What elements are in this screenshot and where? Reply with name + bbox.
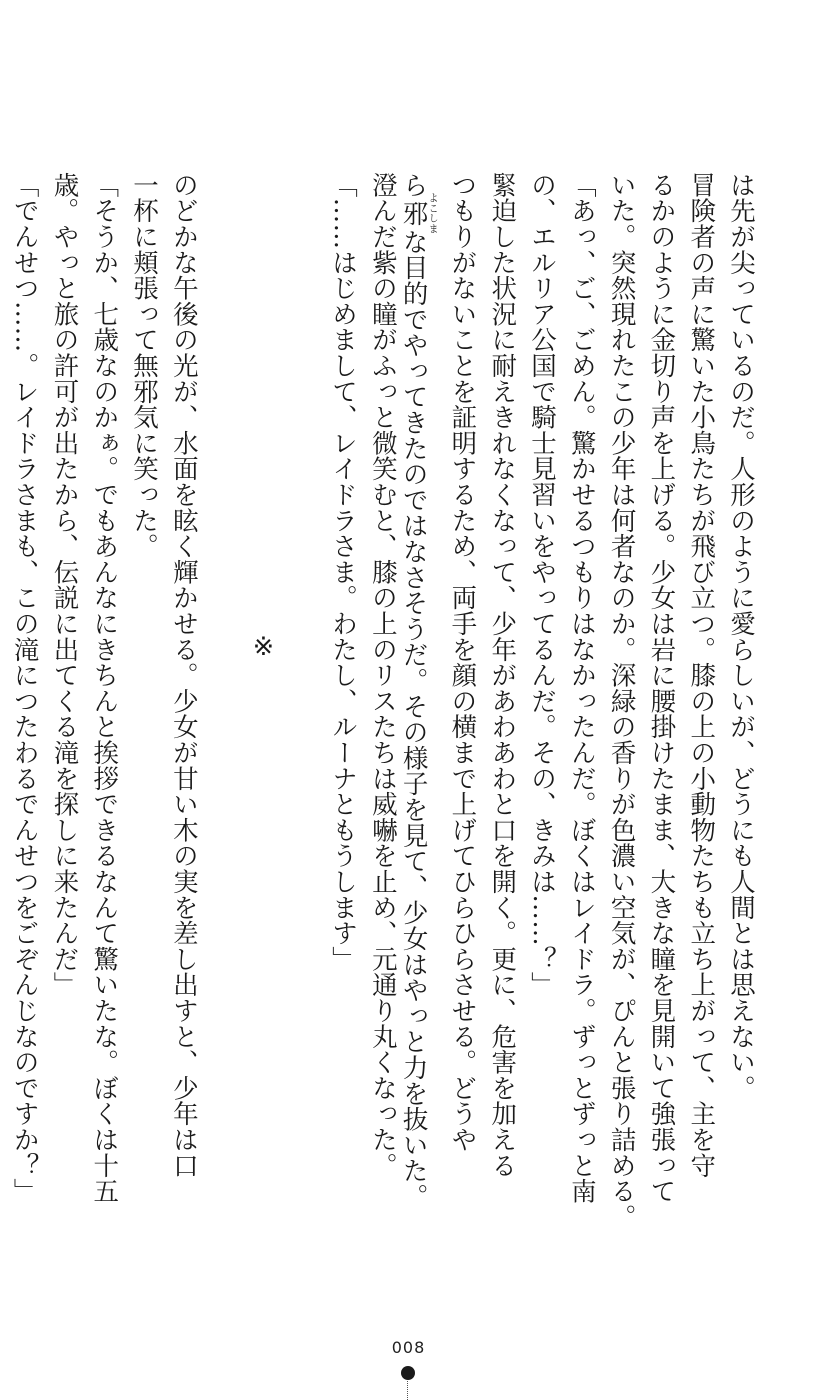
page-marker-line [407, 1381, 408, 1400]
blank-column [289, 172, 317, 1172]
ruby-reading: よこしま [426, 192, 438, 235]
scene-break-mark: ※ [248, 632, 279, 663]
text-column: 「あっ、ご、ごめん。驚かせるつもりはなかったんだ。ぼくはレイドラ。ずっとずっと南 [566, 172, 597, 1204]
text-column: いた。突然現れたこの少年は何者なのか。深緑の香りが色濃い空気が、ぴんと張り詰める。 [606, 172, 637, 1230]
text-column: 歳。やっと旅の許可が出たから、伝説に出てくる滝を探しに来たんだ」 [49, 172, 80, 998]
text-column: の、エルリア公国で騎士見習いをやってるんだ。その、きみは……？」 [527, 172, 558, 998]
text-column: 冒険者の声に驚いた小鳥たちが飛び立つ。膝の上の小動物たちも立ち上がって、主を守 [686, 172, 717, 1179]
text-column: 「そうか、七歳なのかぁ。でもあんなにきちんと挨拶できるなんて驚いたな。ぼくは十五 [89, 172, 120, 1204]
text-column: 「でんせつ……。レイドラさまも、この滝につたわるでんせつをごぞんじなのですか？」 [9, 172, 40, 1204]
text-column: 澄んだ紫の瞳がふっと微笑むと、膝の上のリスたちは威嚇を止め、元通り丸くなった。 [367, 172, 398, 1179]
text-column: るかのように金切り声を上げる。少女は岩に腰掛けたまま、大きな瞳を見開いて強張って [646, 172, 677, 1204]
vertical-text-body [0, 172, 756, 1230]
text-column: は先が尖っているのだ。人形のように愛らしいが、どうにも人間とは思えない。 [726, 172, 756, 1101]
blank-column [210, 172, 238, 1172]
page-marker-dot [401, 1366, 415, 1380]
ruby-annotation: 邪よこしま [398, 192, 438, 235]
text-column: つもりがないことを証明するため、両手を顔の横まで上げてひらひらさせる。どうや [447, 172, 478, 1153]
text-column: 緊迫した状況に耐えきれなくなって、少年があわあわと口を開く。更に、危害を加える [487, 172, 518, 1179]
text-column: 「……はじめまして、レイドラさま。わたし、ルーナともうします」 [328, 172, 359, 972]
page-number: 008 [391, 1338, 426, 1357]
text-column: のどかな午後の光が、水面を眩く輝かせる。少女が甘い木の実を差し出すと、少年は口 [168, 172, 199, 1179]
text-column: 一杯に頬張って無邪気に笑った。 [129, 172, 160, 559]
text-column: ら邪よこしまな目的でやってきたのではなさそうだ。その様子を見て、少女はやっと力を抜いた。 [398, 172, 438, 1210]
